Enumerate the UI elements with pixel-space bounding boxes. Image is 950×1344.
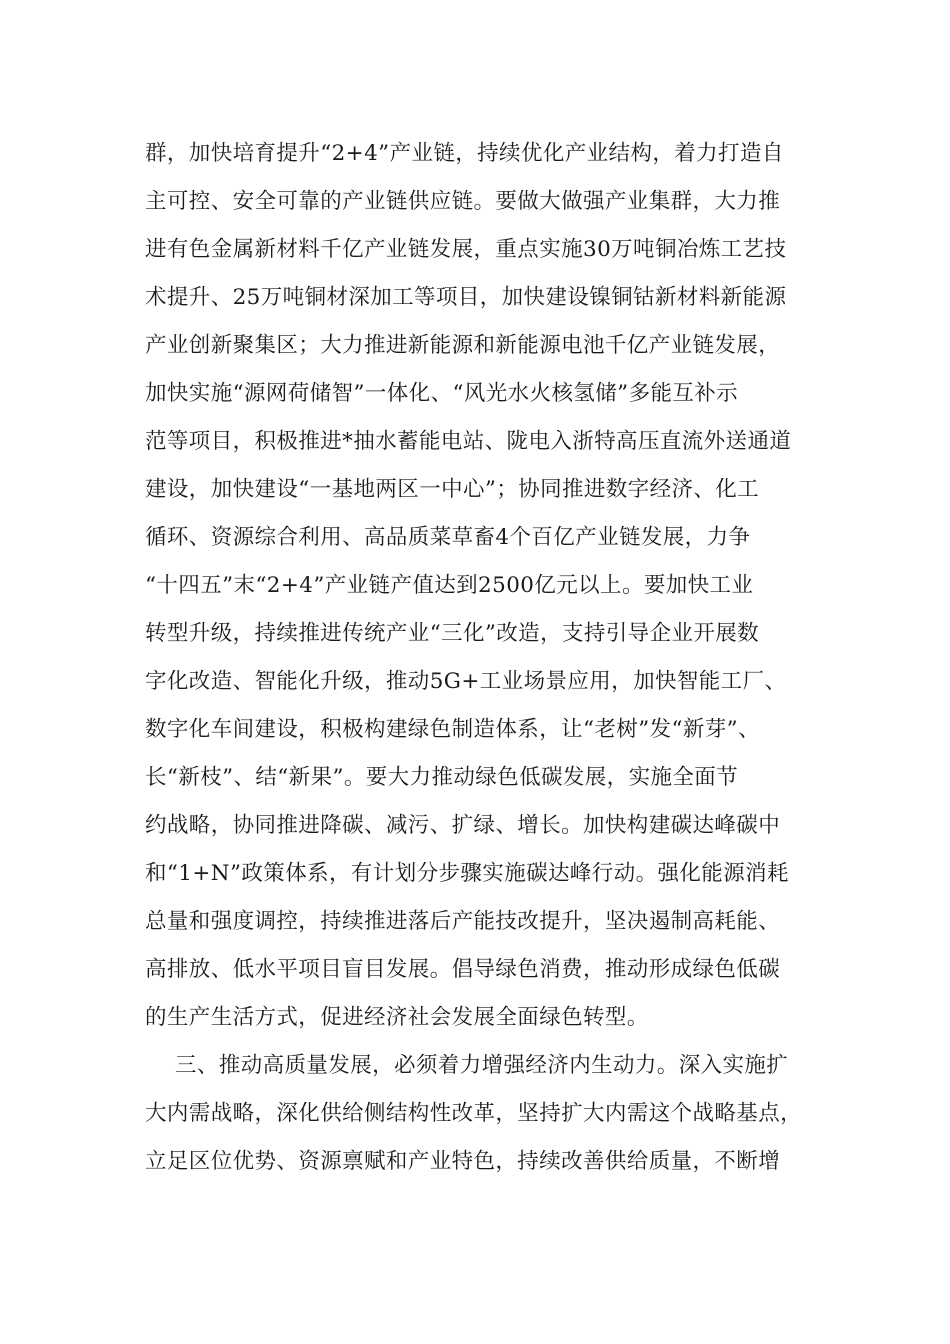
text-line: 进有色金属新材料千亿产业链发展，重点实施30万吨铜冶炼工艺技	[145, 237, 787, 262]
text-line: 和“1+N”政策体系，有计划分步骤实施碳达峰行动。强化能源消耗	[145, 861, 789, 886]
text-line: 数字化车间建设，积极构建绿色制造体系，让“老树”发“新芽”、	[145, 717, 760, 742]
text-line: “十四五”末“2+4”产业链产值达到2500亿元以上。要加快工业	[145, 573, 754, 598]
text-line: 字化改造、智能化升级，推动5G+工业场景应用，加快智能工厂、	[145, 669, 787, 694]
paragraph-first-line: 三、推动高质量发展，必须着力增强经济内生动力。深入实施扩	[175, 1053, 789, 1078]
text-line: 立足区位优势、资源禀赋和产业特色，持续改善供给质量，不断增	[145, 1149, 781, 1174]
text-line: 主可控、安全可靠的产业链供应链。要做大做强产业集群，大力推	[145, 189, 781, 214]
text-line: 总量和强度调控，持续推进落后产能技改提升，坚决遏制高耗能、	[145, 909, 781, 934]
text-line: 产业创新聚集区；大力推进新能源和新能源电池千亿产业链发展，	[145, 333, 781, 358]
text-line: 转型升级，持续推进传统产业“三化”改造，支持引导企业开展数	[145, 621, 760, 646]
text-line: 约战略，协同推进降碳、减污、扩绿、增长。加快构建碳达峰碳中	[145, 813, 781, 838]
text-line: 的生产生活方式，促进经济社会发展全面绿色转型。	[145, 1005, 649, 1030]
text-line: 循环、资源综合利用、高品质菜草畜4个百亿产业链发展，力争	[145, 525, 751, 550]
text-line: 大内需战略，深化供给侧结构性改革，坚持扩大内需这个战略基点，	[145, 1101, 803, 1126]
text-line: 建设，加快建设“一基地两区一中心”；协同推进数字经济、化工	[145, 477, 760, 502]
text-line: 高排放、低水平项目盲目发展。倡导绿色消费，推动形成绿色低碳	[145, 957, 781, 982]
text-line: 群，加快培育提升“2+4”产业链，持续优化产业结构，着力打造自	[145, 141, 784, 166]
text-line: 长“新枝”、结“新果”。要大力推动绿色低碳发展，实施全面节	[145, 765, 739, 790]
text-line: 术提升、25万吨铜材深加工等项目，加快建设镍铜钴新材料新能源	[145, 285, 787, 310]
text-line: 加快实施“源网荷储智”一体化、“风光水火核氢储”多能互补示	[145, 381, 739, 406]
text-line: 范等项目，积极推进*抽水蓄能电站、陇电入浙特高压直流外送通道	[145, 429, 792, 454]
